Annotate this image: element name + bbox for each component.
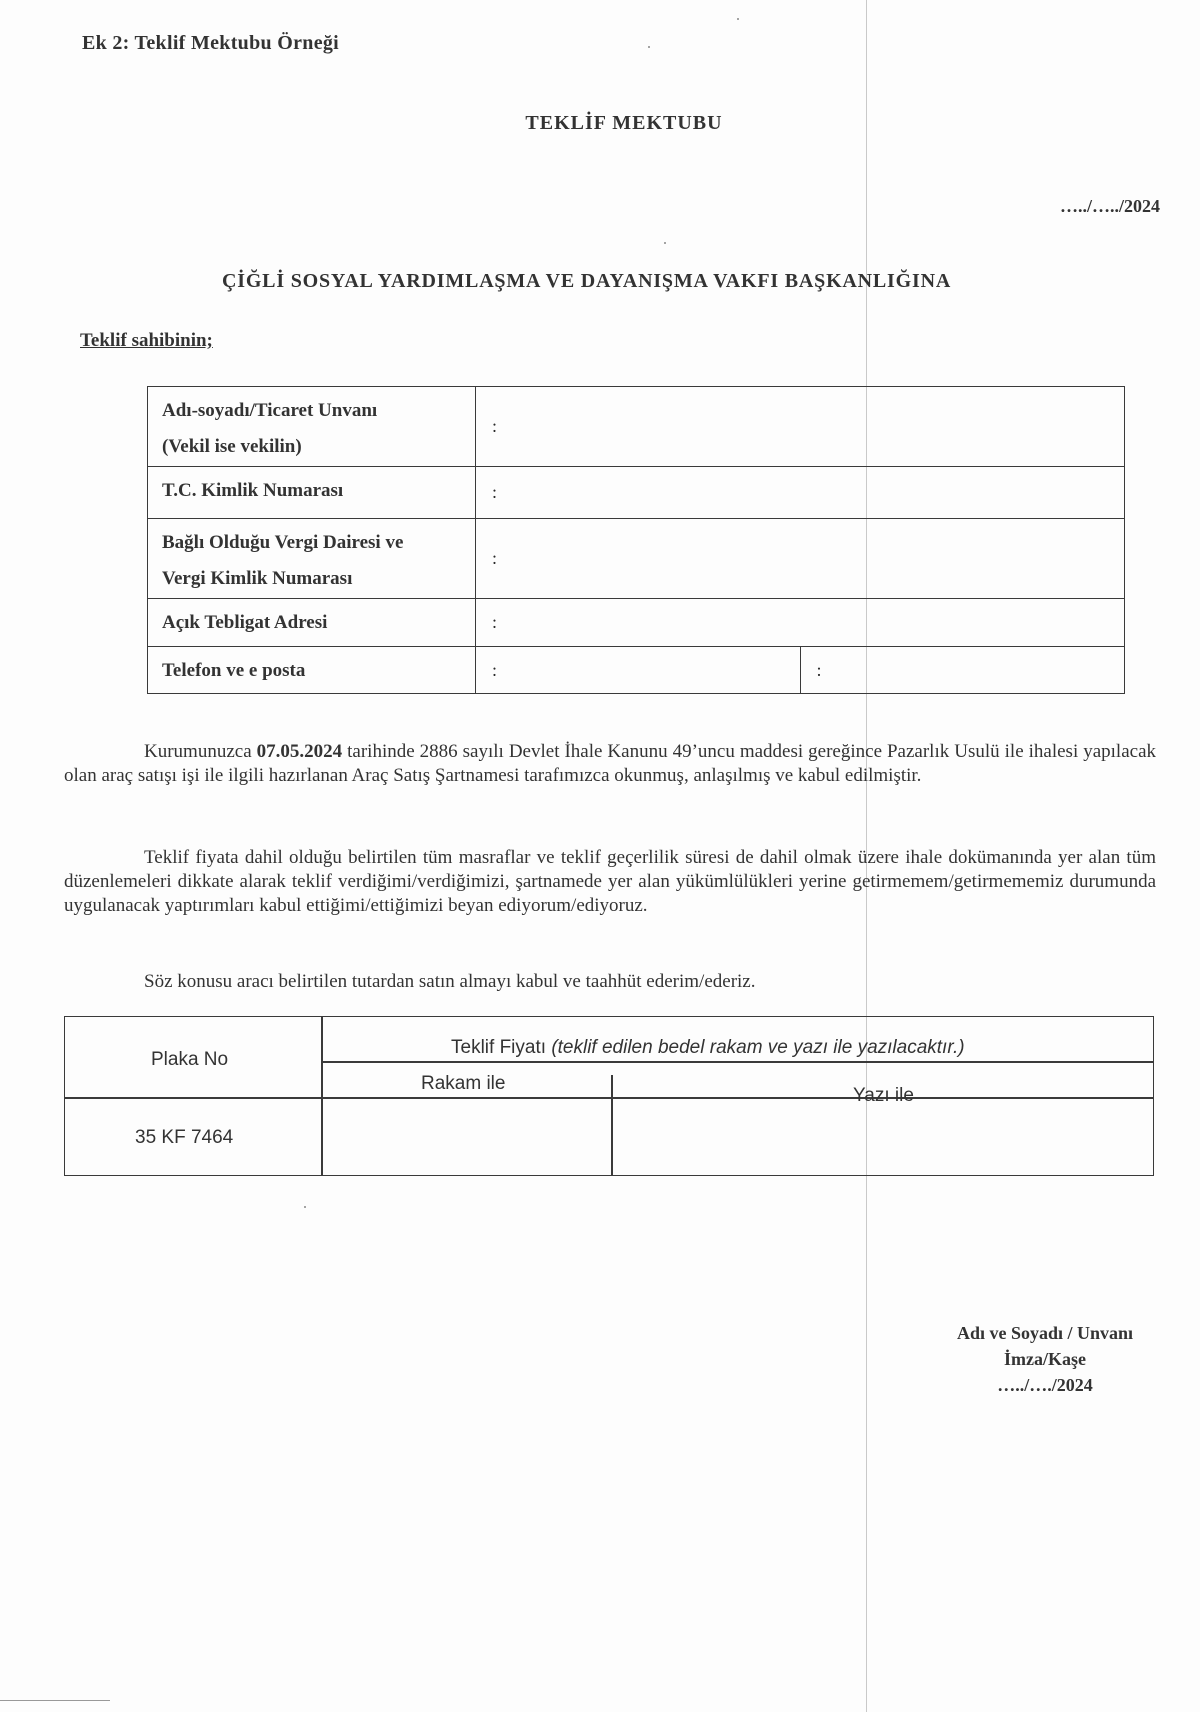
bidder-label (148, 599, 476, 646)
label-line: T.C. Kimlik Numarası (162, 480, 344, 501)
contact-fields (476, 647, 1124, 693)
numeric-price-field[interactable] (337, 1113, 597, 1169)
bidder-row-name (147, 386, 1125, 466)
paragraph-text: Teklif fiyata dahil olduğu belirtilen tüm masraflar ve teklif geçerlilik süresi de dahil olmak üzere ihale dokümanında yer alan tüm düzenlemeleri dikkate alarak teklif verdiğimi/verdiğimizi, şartnamede yer alan yükümlülükleri yerine getirmemem/getirmememiz durumunda uygulanacak yaptırımları kabul ettiğimi/ettiğimizi beyan ediyorum/ediyoruz. (64, 847, 1156, 916)
plate-header: Plaka No (151, 1049, 229, 1070)
bidder-row-address (147, 598, 1125, 646)
email-field[interactable]: : (816, 659, 822, 680)
bidder-name-field[interactable]: : (492, 416, 498, 436)
price-header-note: (teklif edilen bedel rakam ve yazı ile yazılacaktır.) (551, 1037, 965, 1058)
price-offer-table (64, 1016, 1154, 1176)
price-header-text: Teklif Fiyatı (451, 1037, 547, 1058)
table-divider (321, 1017, 323, 1175)
tax-office-field[interactable]: : (492, 548, 498, 568)
signature-sign-line: İmza/Kaşe (1004, 1349, 1086, 1369)
label-line: (Vekil ise vekilin) (162, 436, 302, 457)
label-line: Adı-soyadı/Ticaret Unvanı (162, 400, 378, 421)
scan-speck (664, 242, 666, 244)
bidder-label (148, 387, 476, 466)
scan-edge-mark (0, 1700, 110, 1701)
bidder-row-tax (147, 518, 1125, 598)
bidder-label (148, 647, 476, 693)
paragraph-declaration (64, 846, 1156, 918)
paragraph-text: Kurumunuzca (144, 741, 252, 762)
scan-speck (648, 46, 650, 48)
bidder-info-table (147, 386, 1125, 694)
addressee: ÇİĞLİ SOSYAL YARDIMLAŞMA VE DAYANIŞMA VAKFI BAŞKANLIĞINA (222, 270, 952, 292)
letter-date: …../…../2024 (1059, 196, 1160, 216)
label-line: Vergi Kimlik Numarası (162, 568, 353, 589)
words-header: Yazı ile (853, 1085, 914, 1106)
auction-date: 07.05.2024 (256, 741, 343, 762)
label-line: Açık Tebligat Adresi (162, 612, 328, 633)
label-line: Bağlı Olduğu Vergi Dairesi ve (162, 532, 404, 553)
bidder-label (148, 519, 476, 598)
bidder-row-tc (147, 466, 1125, 518)
phone-field[interactable]: : (476, 647, 801, 693)
paragraph-text: tarihinde 2886 sayılı Devlet İhale Kanunu 49’uncu maddesi gereğince Pazarlık Usulü ile ihalesi yapılacak olan araç satışı işi ile ilgili hazırlanan Araç Satış Şartnamesi tarafımızca okunmuş, anlaşılmış ve kabul edilmiştir. (64, 741, 1157, 786)
plate-value: 35 KF 7464 (135, 1127, 234, 1148)
annex-label: Ek 2: Teklif Mektubu Örneği (82, 32, 340, 54)
label-line: Telefon ve e posta (162, 660, 306, 681)
price-header (451, 1037, 965, 1059)
scan-speck (737, 18, 739, 20)
table-divider (611, 1075, 613, 1175)
table-divider (321, 1061, 1153, 1063)
scan-speck (304, 1206, 306, 1208)
paragraph-commitment (64, 970, 1156, 994)
paragraph-text: Söz konusu aracı belirtilen tutardan satın almayı kabul ve taahhüt ederim/ederiz. (144, 971, 756, 992)
bidder-row-contact (147, 646, 1125, 694)
signature-block (900, 1320, 1190, 1398)
tc-id-field[interactable]: : (492, 482, 498, 502)
table-divider (65, 1097, 1153, 1099)
numeric-header: Rakam ile (421, 1073, 506, 1094)
words-price-field[interactable] (627, 1113, 1137, 1169)
signature-date-line: …../…./2024 (997, 1375, 1093, 1395)
bidder-heading: Teklif sahibinin; (80, 330, 213, 351)
address-field[interactable]: : (492, 612, 498, 632)
signature-name-line: Adı ve Soyadı / Unvanı (956, 1323, 1134, 1343)
bidder-label (148, 467, 476, 518)
document-title: TEKLİF MEKTUBU (525, 112, 723, 134)
paragraph-specification (64, 740, 1156, 788)
